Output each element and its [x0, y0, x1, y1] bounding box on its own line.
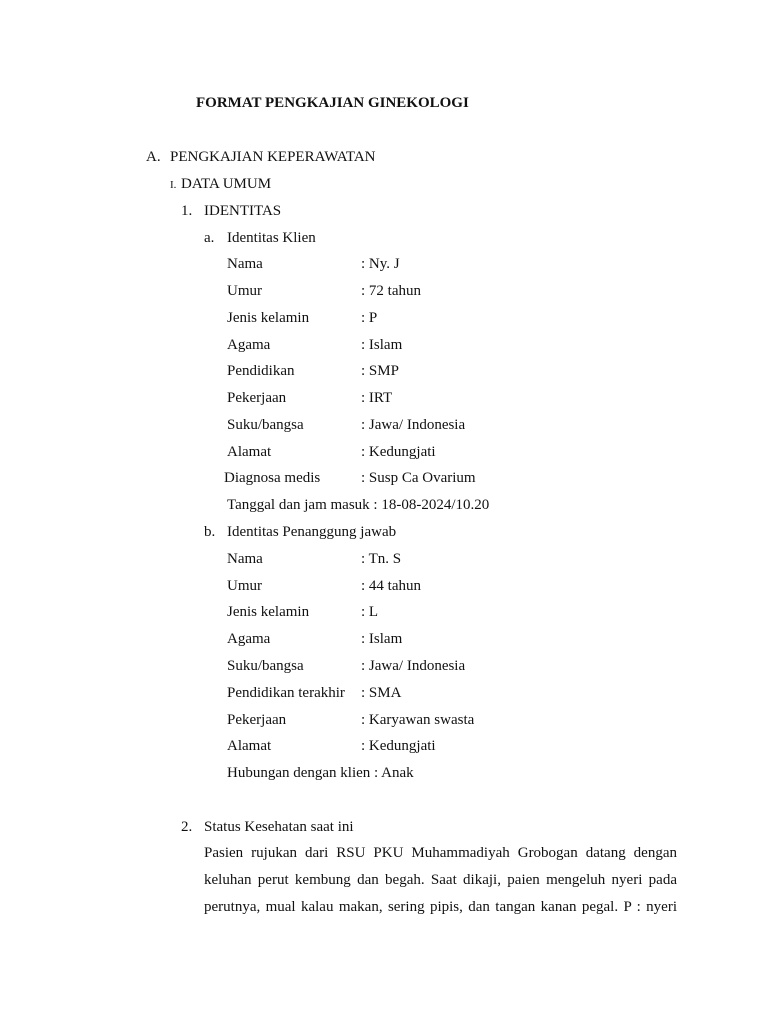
client-field-value: : SMP	[361, 363, 399, 379]
section-a-heading: PENGKAJIAN KEPERAWATAN	[170, 149, 376, 165]
client-admission: Tanggal dan jam masuk : 18-08-2024/10.20	[227, 497, 490, 513]
client-field-value: : P	[361, 310, 378, 326]
guardian-marker: b.	[204, 524, 216, 540]
client-field-value: : IRT	[361, 390, 393, 406]
guardian-field-value: : Islam	[361, 631, 403, 647]
document-title: FORMAT PENGKAJIAN GINEKOLOGI	[196, 95, 469, 111]
item-1-marker: 1.	[181, 203, 193, 219]
guardian-relation: Hubungan dengan klien : Anak	[227, 765, 414, 781]
guardian-field-label: Nama	[227, 551, 263, 567]
health-status-paragraph	[204, 840, 677, 921]
client-field-value: : Susp Ca Ovarium	[361, 470, 476, 486]
client-heading: Identitas Klien	[227, 230, 316, 246]
item-2-marker: 2.	[181, 819, 193, 835]
guardian-field-value: : 44 tahun	[361, 578, 421, 594]
client-field-value: : Jawa/ Indonesia	[361, 417, 466, 433]
guardian-field-label: Pekerjaan	[227, 712, 287, 728]
guardian-field-value: : Tn. S	[361, 551, 402, 567]
client-field-label: Pendidikan	[227, 363, 295, 379]
client-field-label: Diagnosa medis	[224, 470, 321, 486]
client-field-label: Umur	[227, 283, 262, 299]
section-a-marker: A.	[146, 149, 161, 165]
section-i-heading: DATA UMUM	[181, 176, 272, 192]
client-field-label: Suku/bangsa	[227, 417, 304, 433]
guardian-field-value: : Kedungjati	[361, 738, 436, 754]
client-field-label: Alamat	[227, 444, 272, 460]
paragraph-line: keluhan perut kembung dan begah. Saat dikaji, paien mengeluh nyeri pada	[204, 872, 677, 888]
client-field-value: : Kedungjati	[361, 444, 436, 460]
client-field-label: Jenis kelamin	[227, 310, 310, 326]
guardian-field-label: Pendidikan terakhir	[227, 685, 345, 701]
item-2-heading: Status Kesehatan saat ini	[204, 819, 354, 835]
guardian-field-value: : SMA	[361, 685, 402, 701]
client-field-value: : 72 tahun	[361, 283, 421, 299]
guardian-field-label: Suku/bangsa	[227, 658, 304, 674]
client-field-value: : Islam	[361, 337, 403, 353]
guardian-field-label: Agama	[227, 631, 271, 647]
client-marker: a.	[204, 230, 215, 246]
section-i-marker: I.	[170, 179, 177, 191]
guardian-field-value: : L	[361, 604, 379, 620]
guardian-field-label: Umur	[227, 578, 262, 594]
guardian-field-label: Alamat	[227, 738, 272, 754]
guardian-field-label: Jenis kelamin	[227, 604, 310, 620]
paragraph-line: Pasien rujukan dari RSU PKU Muhammadiyah Grobogan datang dengan	[204, 845, 677, 861]
guardian-field-value: : Jawa/ Indonesia	[361, 658, 466, 674]
client-field-label: Pekerjaan	[227, 390, 287, 406]
client-field-label: Nama	[227, 256, 263, 272]
paragraph-line: perutnya, mual kalau makan, sering pipis, dan tangan kanan pegal. P : nyeri	[204, 899, 677, 915]
client-field-label: Agama	[227, 337, 271, 353]
client-field-value: : Ny. J	[361, 256, 400, 272]
guardian-field-value: : Karyawan swasta	[361, 712, 475, 728]
item-1-heading: IDENTITAS	[204, 203, 282, 219]
guardian-heading: Identitas Penanggung jawab	[227, 524, 397, 540]
